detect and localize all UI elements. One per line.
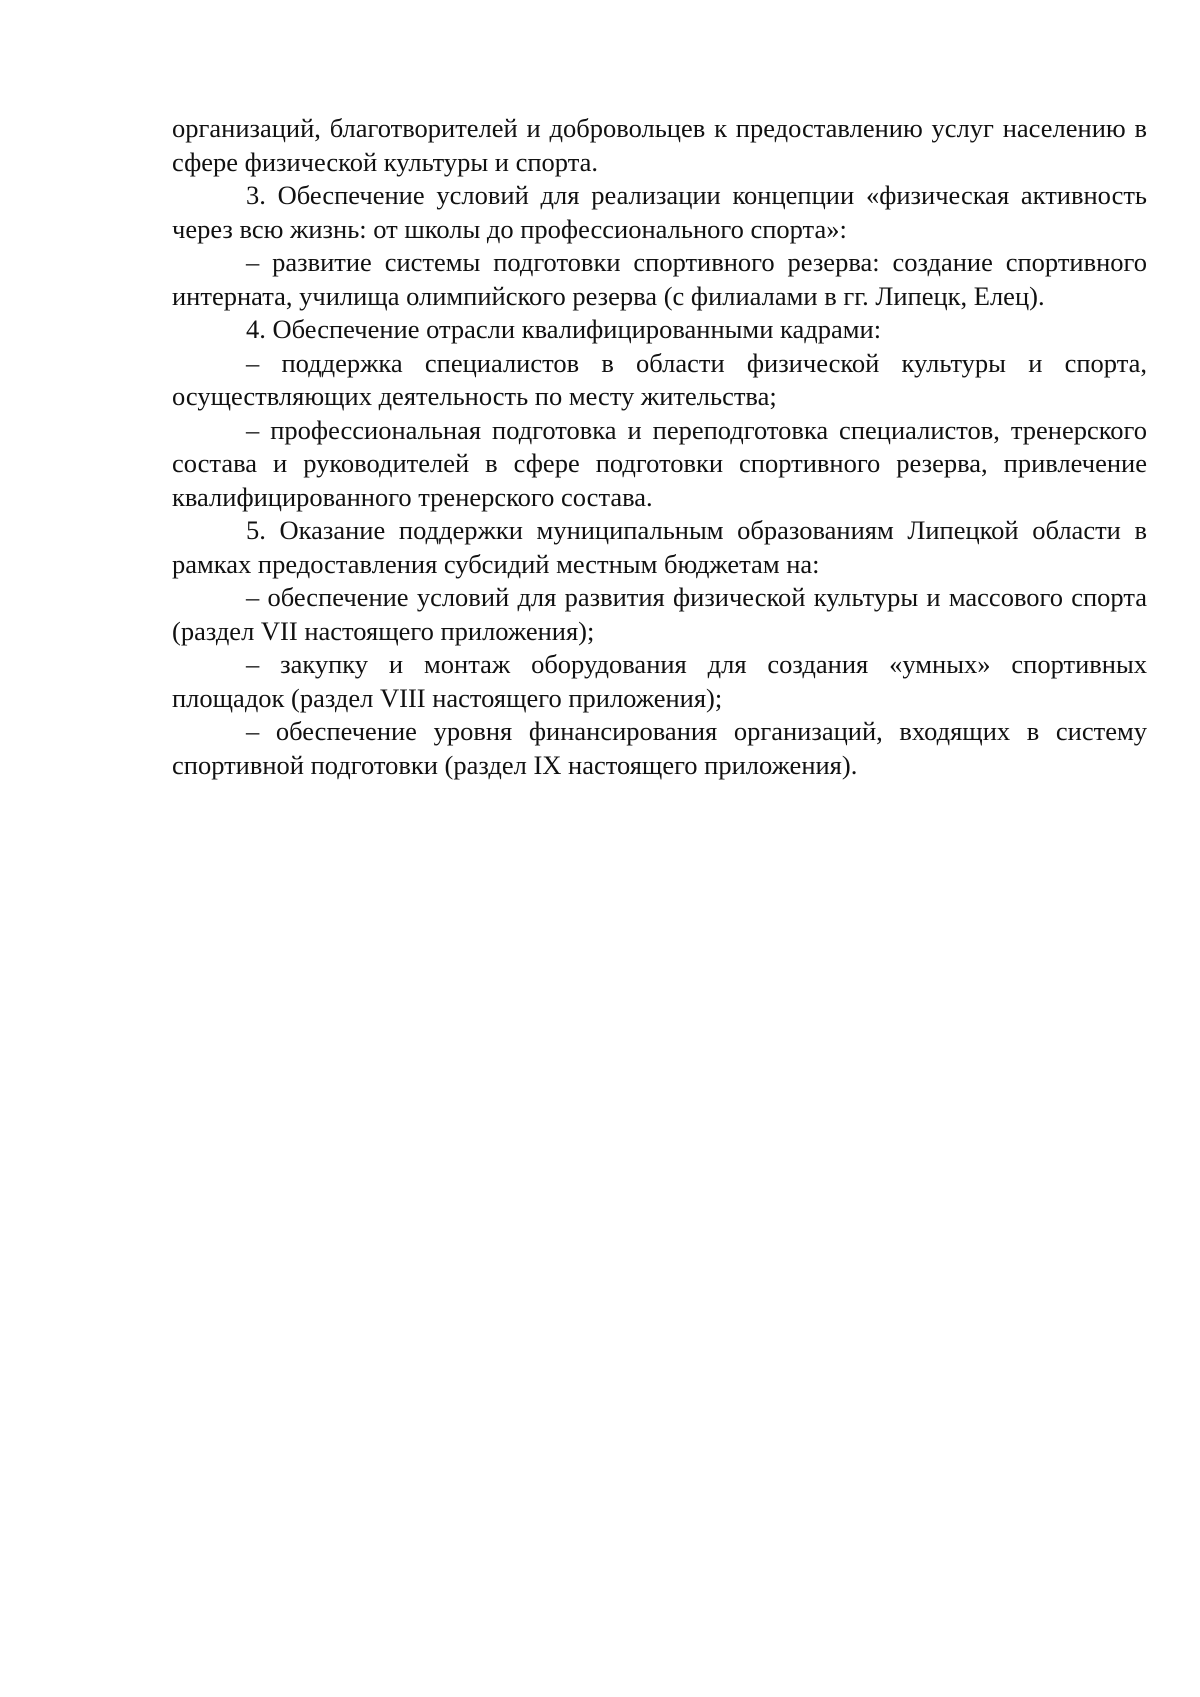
paragraph-continuation: организаций, благотворителей и добровольцев к предоставлению услуг населению в сфере физической культуры и спорта. [172, 113, 1147, 177]
paragraph-item-3: 3. Обеспечение условий для реализации концепции «физическая активность через всю жизнь: от школы до профессионального спорта»: [172, 180, 1147, 244]
document-body [172, 112, 1147, 782]
paragraph-sub-smart-grounds: – закупку и монтаж оборудования для создания «умных» спортивных площадок (раздел VIII настоящего приложения); [172, 649, 1147, 713]
paragraph-sub-financing-level: – обеспечение уровня финансирования организаций, входящих в систему спортивной подготовки (раздел IX настоящего приложения). [172, 716, 1147, 780]
paragraph-item-5: 5. Оказание поддержки муниципальным образованиям Липецкой области в рамках предоставления субсидий местным бюджетам на: [172, 515, 1147, 579]
paragraph-sub-professional-training: – профессиональная подготовка и переподготовка специалистов, тренерского состава и руководителей в сфере подготовки спортивного резерва, привлечение квалифицированного тренерского состава. [172, 414, 1147, 512]
paragraph-sub-specialist-support: – поддержка специалистов в области физической культуры и спорта, осуществляющих деятельность по месту жительства; [172, 347, 1147, 411]
paragraph-item-4: 4. Обеспечение отрасли квалифицированными кадрами: [246, 314, 882, 344]
paragraph-sub-sports-reserve: – развитие системы подготовки спортивного резерва: создание спортивного интерната, училища олимпийского резерва (с филиалами в гг. Липецк, Елец). [172, 247, 1147, 311]
paragraph-sub-mass-sport: – обеспечение условий для развития физической культуры и массового спорта (раздел VII настоящего приложения); [172, 582, 1147, 646]
